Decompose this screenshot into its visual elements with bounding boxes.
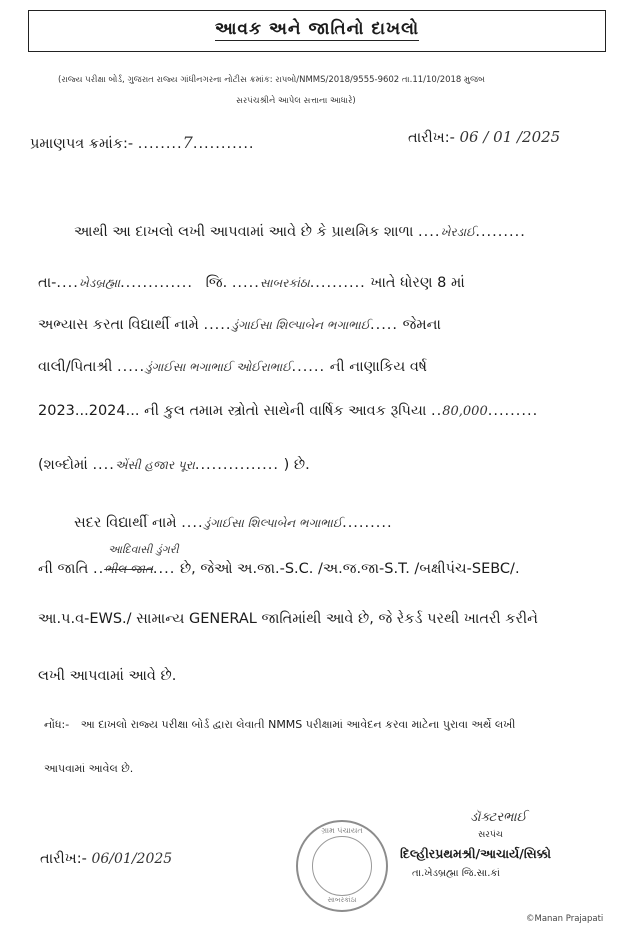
signatory-place: તા.ખેડબ્રહ્મા જિ.સા.કાં [412, 868, 500, 879]
intro-text: આથી આ દાખલો લખી આપવામાં આવે છે કે પ્રાથમિક શાળા [74, 224, 414, 240]
note-line-2: આપવામાં આવેલ છે. [44, 762, 134, 775]
year-start: 2023 [38, 403, 75, 419]
certificate-number-label: પ્રમાણપત્ર ક્રમાંક:- [30, 136, 134, 152]
words-suffix: ) છે. [283, 457, 310, 473]
note-label: નોંધ:- [44, 718, 70, 731]
certificate-date-label: તારીખ:- [408, 130, 455, 146]
paragraph-line-3: અભ્યાસ કરતા વિદ્યાર્થી નામે .....ડુંગાઈસા શિલ્પાબેન ભગાભાઈ..... જેમના [38, 317, 441, 333]
standard-text: ખાતે ધોરણ 8 માં [370, 275, 465, 291]
paragraph-line-2: તા-....ખેડબ્રહ્મા............. જિ. .....સાબરકાંઠા.......... ખાતે ધોરણ 8 માં [38, 275, 465, 291]
caste-label: ની જાતિ [38, 561, 89, 577]
school-name: ખેરડાઈ [440, 225, 476, 239]
caste-categories: છે, જેઓ અ.જા.-S.C. /અ.જ.જા-S.T. /બક્ષીપંચ-SEBC/. [179, 561, 520, 577]
taluka-value: ખેડબ્રહ્મા [78, 276, 121, 290]
year-end: 2024 [88, 403, 126, 419]
guardian-suffix: જેમના [402, 317, 441, 333]
certificate-date-value: 06 / 01 /2025 [459, 128, 561, 146]
guardian-label: વાલી/પિતાશ્રી [38, 359, 113, 375]
note-line-1 [44, 718, 515, 732]
footer-date-row [40, 851, 172, 867]
paragraph-line-7: સદર વિદ્યાર્થી નામે ....ડુંગાઈસા શિલ્પાબેન ભગાભાઈ......... [74, 515, 393, 531]
district-label: જિ. [205, 275, 228, 291]
words-label: (શબ્દોમાં [38, 457, 88, 473]
income-value: 80,000 [442, 404, 488, 419]
reference-line-1: (રાજ્ય પરીક્ષા બોર્ડ, ગુજરાત રાજ્ય ગાંધીનગરના નોટીસ ક્રમાંક: રાપબો/NMMS/2018/9555-9602 તા.11/10/2018 મુજબ [58, 75, 485, 85]
seal-inner-ring [312, 836, 372, 896]
said-student-name: ડુંગાઈસા શિલ્પાબેન ભગાભાઈ [203, 516, 343, 530]
reference-line-2: સરપંચશ્રીને આપેલ સત્તાના આધારે) [236, 96, 356, 106]
income-text: ની કુલ તમામ સ્ત્રોતો સાથેની વાર્ષિક આવક રૂપિયા [144, 403, 427, 419]
certificate-number-value: 7 [182, 133, 193, 152]
study-text: અભ્યાસ કરતા વિદ્યાર્થી નામે [38, 317, 199, 333]
paragraph-line-8: ની જાતિ ..ભીલ જાત.... છે, જેઓ અ.જા.-S.C. /અ.જ.જા-S.T. /બક્ષીપંચ-SEBC/. [38, 561, 520, 577]
said-student-label: સદર વિદ્યાર્થી નામે [74, 515, 177, 531]
caste-correction: આદિવાસી ડુંગરી [108, 543, 179, 556]
signature-title: સરપંચ [478, 830, 503, 840]
paragraph-line-5: 2023...2024... ની કુલ તમામ સ્ત્રોતો સાથેની વાર્ષિક આવક રૂપિયા ..80,000......... [38, 403, 539, 419]
note-text-1: આ દાખલો રાજ્ય પરીક્ષા બોર્ડ દ્વારા લેવાતી NMMS પરીક્ષામાં આવેદન કરવા માટેના પુરાવા અર્થે લખી [80, 718, 516, 731]
paragraph-line-6: (શબ્દોમાં ....એંસી હજાર પૂરા............... ) છે. [38, 457, 310, 473]
footer-date-label: તારીખ:- [40, 851, 87, 867]
seal-bottom-text: સાબરકાંઠા [327, 896, 357, 904]
guardian-name: ડુંગાઈસા ભગાભાઈ ઓઈરાભાઈ [145, 360, 292, 374]
official-seal [296, 820, 388, 912]
signature: ડૉક્ટરભાઈ [470, 810, 527, 825]
caste-value: ભીલ જાત [104, 562, 153, 576]
district-value: સાબરકાંઠા [259, 276, 310, 290]
paragraph-line-10: લખી આપવામાં આવે છે. [38, 668, 177, 684]
paragraph-line-1: આથી આ દાખલો લખી આપવામાં આવે છે કે પ્રાથમિક શાળા ....ખેરડાઈ......... [74, 224, 526, 240]
certificate-date-row [408, 128, 560, 146]
title-box [28, 10, 606, 52]
paragraph-line-9: આ.પ.વ-EWS./ સામાન્ય GENERAL જાતિમાંથી આવે છે, જે રેકર્ડ પરથી ખાતરી કરીને [38, 611, 538, 627]
income-in-words: એંસી હજાર પૂરા [114, 458, 195, 472]
footer-date-value: 06/01/2025 [91, 851, 173, 867]
student-name: ડુંગાઈસા શિલ્પાબેન ભગાભાઈ [231, 318, 370, 332]
seal-top-text: ગ્રામ પંચાયત [321, 826, 363, 835]
watermark: ©Manan Prajapati [526, 914, 604, 924]
document-title: આવક અને જાતિનો દાખલો [214, 19, 420, 39]
financial-year-text: ની નાણાકિય વર્ષ [329, 359, 427, 375]
certificate-number-row: પ્રમાણપત્ર ક્રમાંક:- ........7........... [30, 133, 255, 152]
paragraph-line-4: વાલી/પિતાશ્રી .....ડુંગાઈસા ભગાભાઈ ઓઈરાભાઈ...... ની નાણાકિય વર્ષ [38, 359, 427, 375]
taluka-label: તા- [38, 275, 57, 291]
signatory-designation: દિલ્હીરપ્રથમશ્રી/આચાર્ય/સિક્કો [400, 846, 551, 861]
